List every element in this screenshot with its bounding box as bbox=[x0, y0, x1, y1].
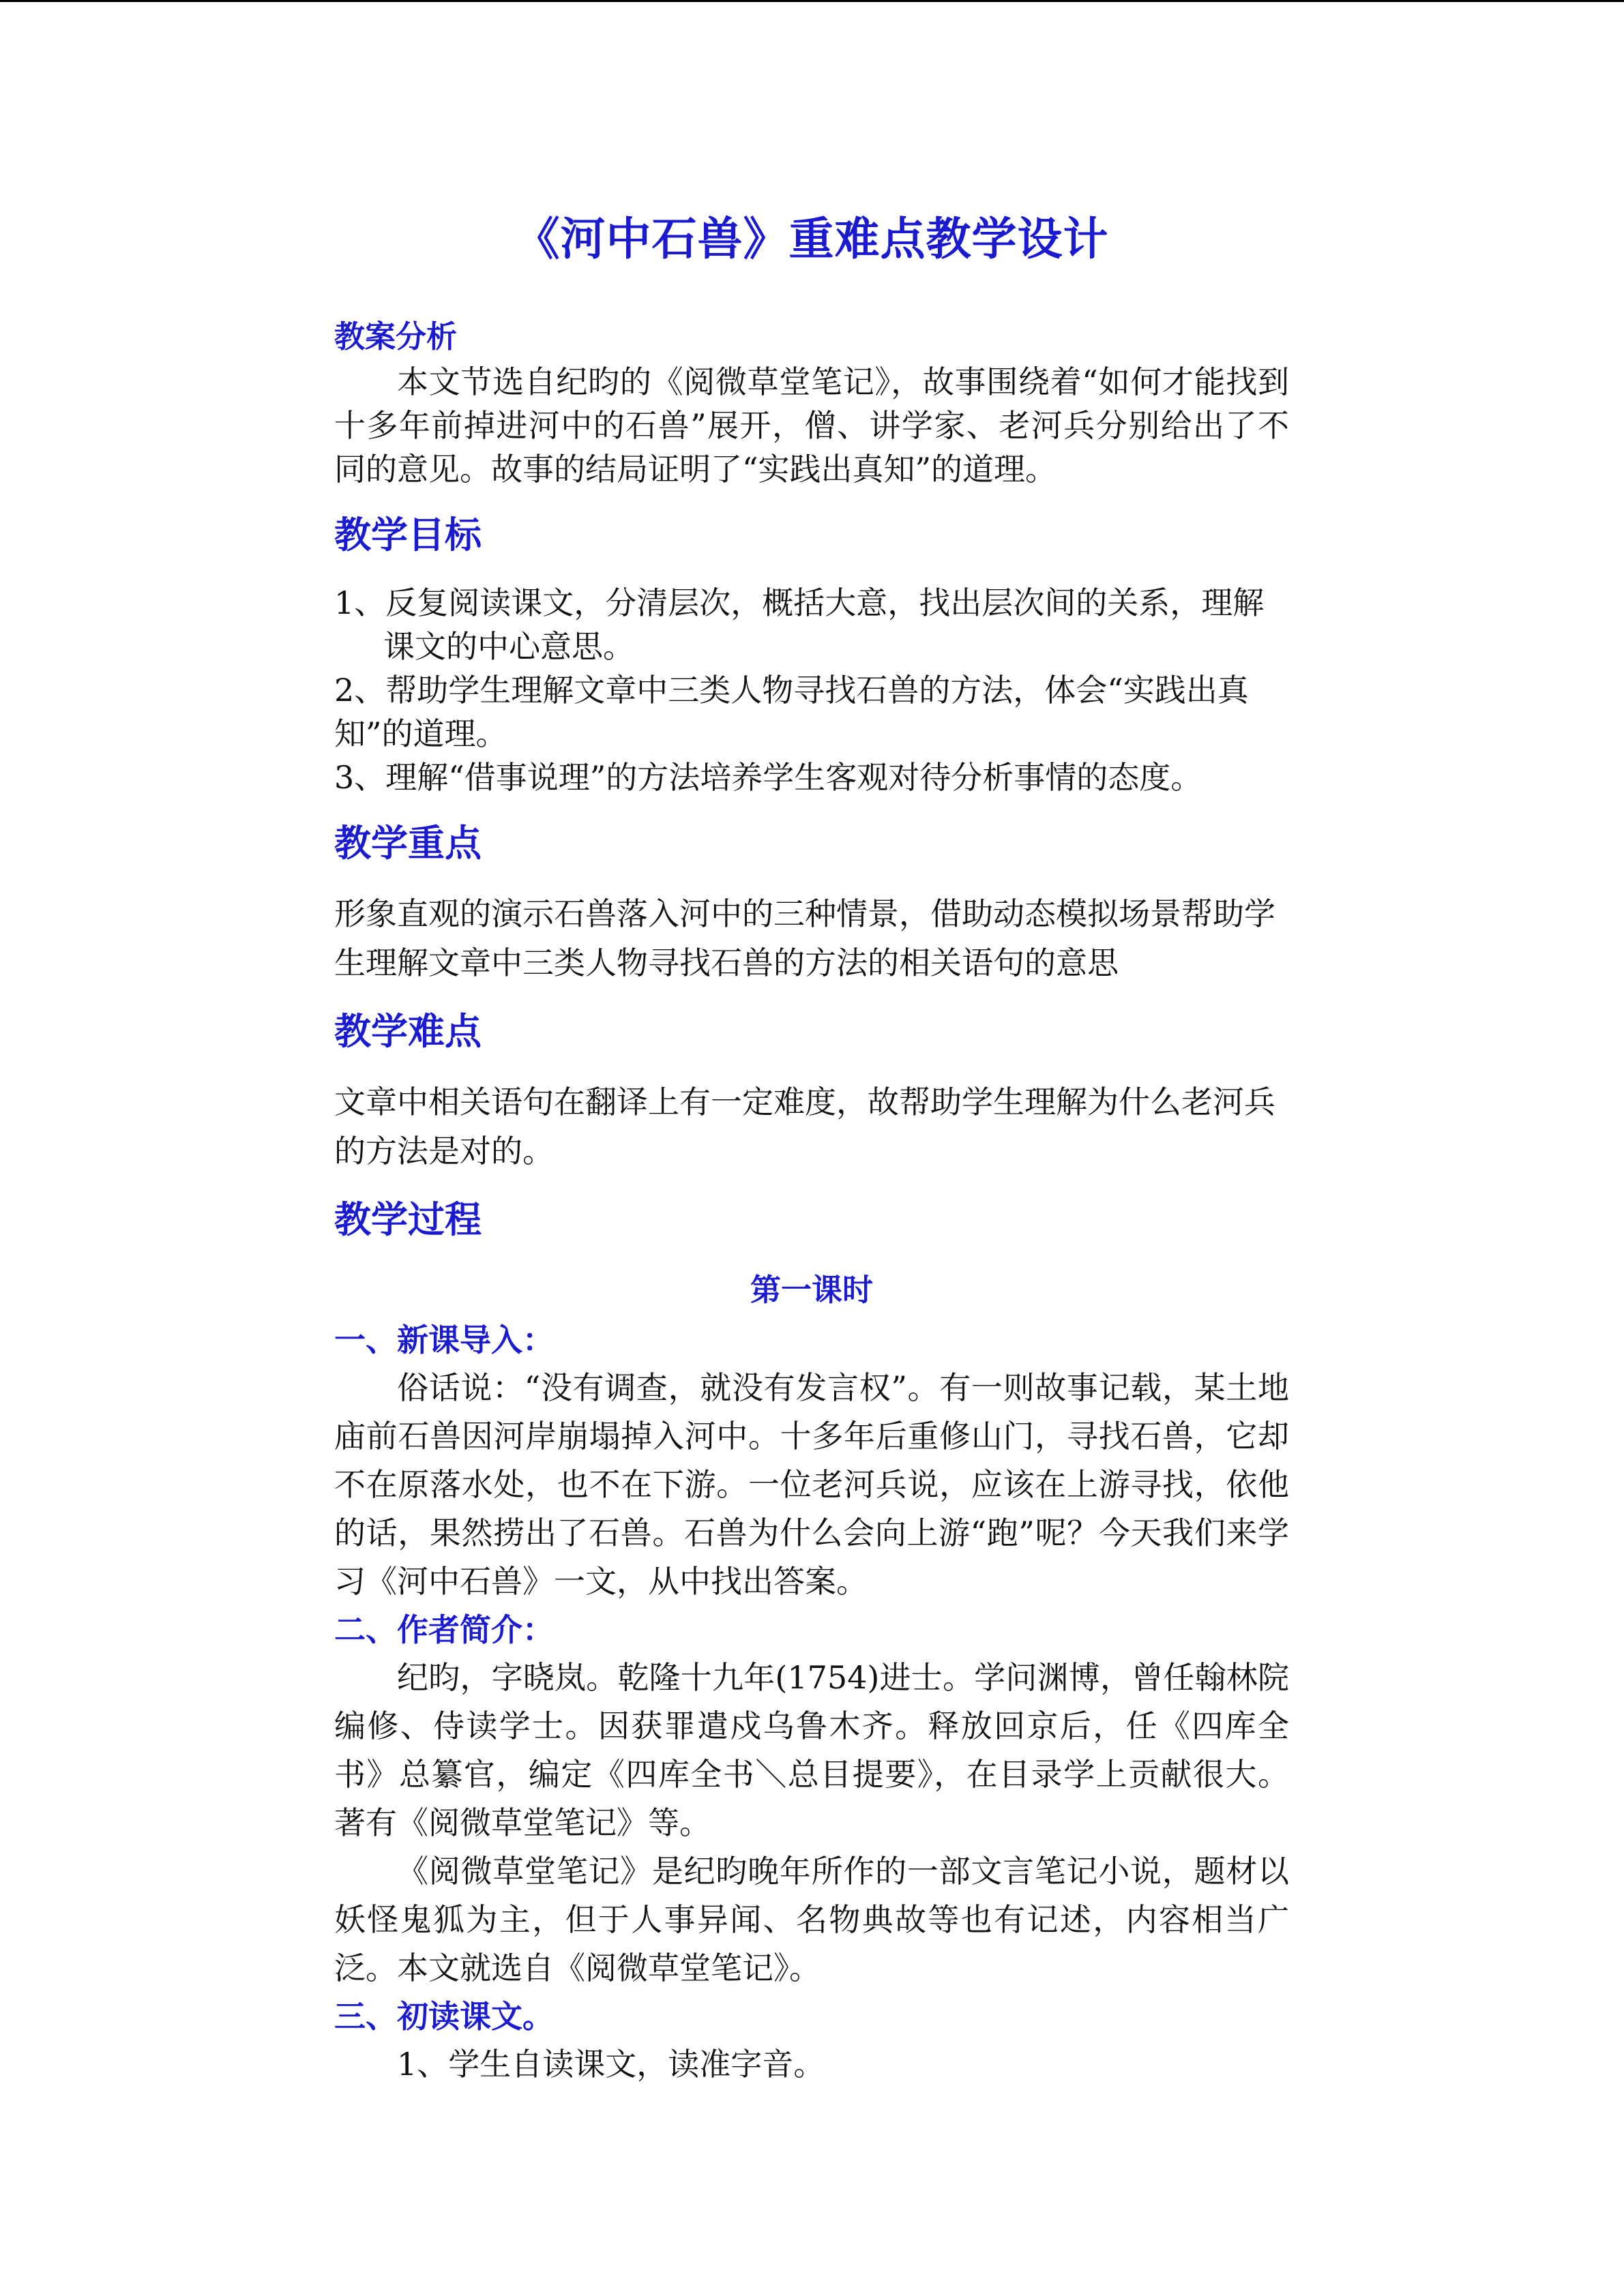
focus-heading: 教学重点 bbox=[334, 821, 482, 865]
difficulty-heading: 教学难点 bbox=[334, 1009, 482, 1053]
difficulty-text: 文章中相关语句在翻译上有一定难度，故帮助学生理解为什么老河兵的方法是对的。 bbox=[334, 1084, 1275, 1169]
analysis-section bbox=[334, 314, 1289, 491]
step-author bbox=[334, 1606, 1289, 1993]
analysis-heading: 教案分析 bbox=[334, 318, 458, 355]
step-paragraph: 纪昀，字晓岚。乾隆十九年(1754)进士。学问渊博，曾任翰林院编修、侍读学士。因获罪遣戍乌鲁木齐。释放回京后，任《四库全书》总纂官，编定《四库全书＼总目提要》，在目录学上贡献很大。著有《阅微草堂笔记》等。 bbox=[334, 1659, 1289, 1841]
goal-item: 2、帮助学生理解文章中三类人物寻找石兽的方法，体会“实践出真知”的道理。 bbox=[334, 672, 1249, 752]
step-heading: 二、作者简介： bbox=[334, 1611, 554, 1648]
step-reading bbox=[334, 1993, 1289, 2089]
lesson-title: 第一课时 bbox=[750, 1272, 873, 1308]
page-top-border bbox=[0, 0, 1624, 2]
document-title: 《河中石兽》重难点教学设计 bbox=[514, 212, 1109, 265]
process-heading: 教学过程 bbox=[334, 1197, 482, 1241]
difficulty-section bbox=[334, 1004, 1289, 1176]
step-heading: 一、新课导入： bbox=[334, 1322, 554, 1358]
step-paragraph: 俗话说：“没有调查，就没有发言权”。有一则故事记载，某土地庙前石兽因河岸崩塌掉入河中。十多年后重修山门，寻找石兽，它却不在原落水处，也不在下游。一位老河兵说，应该在上游寻找，依他的话，果然捞出了石兽。石兽为什么会向上游“跑”呢？今天我们来学习《河中石兽》一文，从中找出答案。 bbox=[334, 1369, 1289, 1600]
analysis-text: 本文节选自纪昀的《阅微草堂笔记》，故事围绕着“如何才能找到十多年前掉进河中的石兽”展开，僧、讲学家、老河兵分别给出了不同的意见。故事的结局证明了“实践出真知”的道理。 bbox=[334, 363, 1289, 488]
process-section bbox=[334, 1192, 1289, 2089]
goals-section bbox=[334, 507, 1289, 799]
step-intro bbox=[334, 1316, 1289, 1606]
goal-item: 1、反复阅读课文，分清层次，概括大意，找出层次间的关系，理解课文的中心意思。 bbox=[334, 584, 1265, 665]
step-heading: 三、初读课文。 bbox=[334, 1998, 554, 2035]
step-paragraph: 《阅微草堂笔记》是纪昀晚年所作的一部文言笔记小说，题材以妖怪鬼狐为主，但于人事异闻、名物典故等也有记述，内容相当广泛。本文就选自《阅微草堂笔记》。 bbox=[334, 1853, 1289, 1986]
document-page bbox=[334, 205, 1289, 2089]
focus-text: 形象直观的演示石兽落入河中的三种情景，借助动态模拟场景帮助学生理解文章中三类人物寻找石兽的方法的相关语句的意思 bbox=[334, 895, 1275, 981]
goal-item: 3、理解“借事说理”的方法培养学生客观对待分析事情的态度。 bbox=[334, 759, 1202, 796]
goals-heading: 教学目标 bbox=[334, 513, 482, 556]
step-paragraph: 1、学生自读课文，读准字音。 bbox=[397, 2046, 825, 2083]
focus-section bbox=[334, 816, 1289, 987]
